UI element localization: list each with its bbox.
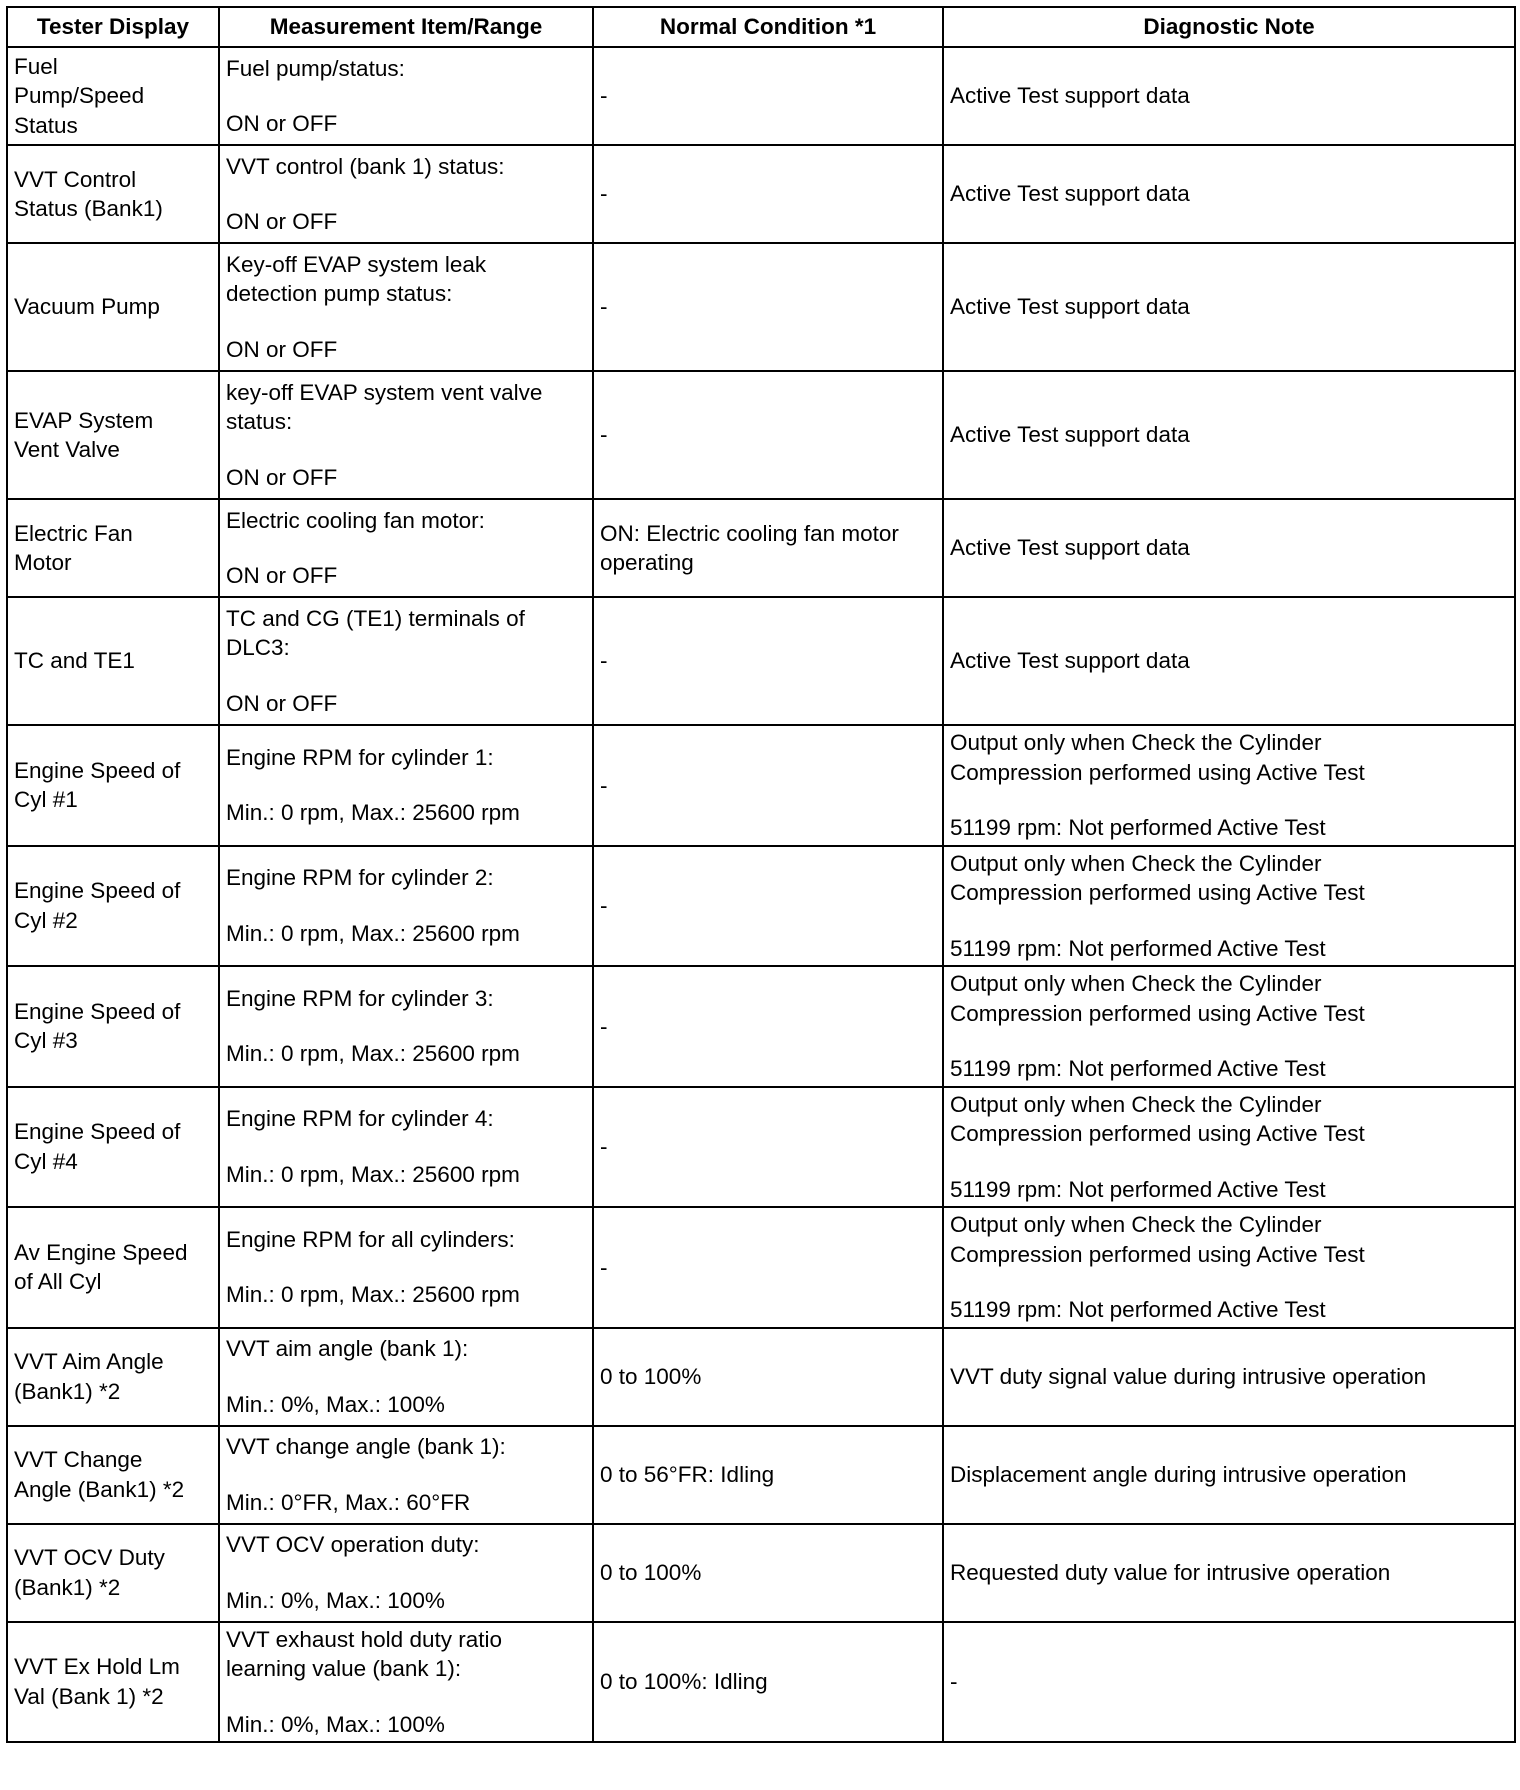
diagnostic-note-cell <box>943 846 1515 967</box>
measurement-item-cell <box>219 1328 593 1426</box>
table-row <box>7 1328 1515 1426</box>
measurement-item-text: Engine RPM for cylinder 2: <box>226 865 494 891</box>
table-row <box>7 47 1515 145</box>
measurement-range-text: Min.: 0%, Max.: 100% <box>226 1587 445 1613</box>
diagnostic-note-cell <box>943 1622 1515 1743</box>
cell-spacer <box>226 1684 586 1710</box>
measurement-range-text: ON or OFF <box>226 563 338 588</box>
table-row <box>7 1524 1515 1622</box>
measurement-item-cell <box>219 371 593 499</box>
normal-condition-cell <box>593 1622 943 1743</box>
measurement-item-text: Key-off EVAP system leak <box>226 251 487 277</box>
measurement-item-text: Engine RPM for cylinder 4: <box>226 1106 494 1132</box>
table-row <box>7 725 1515 846</box>
tester-display-cell <box>7 1328 219 1426</box>
normal-condition-text: - <box>600 294 608 320</box>
measurement-range-text: ON or OFF <box>226 464 338 490</box>
diagnostic-note-extra-text: 51199 rpm: Not performed Active Test <box>950 1297 1326 1322</box>
measurement-item-text: Engine RPM for all cylinders: <box>226 1226 515 1252</box>
normal-condition-text: ON: Electric cooling fan motor <box>600 520 899 546</box>
cell-spacer <box>226 309 586 335</box>
tester-display-text: Cyl #4 <box>14 1148 78 1174</box>
tester-display-cell <box>7 243 219 371</box>
diagnostic-note-text: Compression performed using Active Test <box>950 1241 1365 1267</box>
measurement-item-cell <box>219 47 593 145</box>
table-row <box>7 371 1515 499</box>
normal-condition-cell <box>593 145 943 243</box>
data-list-table <box>6 6 1516 1743</box>
diagnostic-note-cell <box>943 597 1515 725</box>
measurement-item-text: Electric cooling fan motor: <box>226 507 485 533</box>
tester-display-text: Vacuum Pump <box>14 294 160 320</box>
tester-display-cell <box>7 371 219 499</box>
measurement-item-text: VVT control (bank 1) status: <box>226 153 505 179</box>
normal-condition-text: - <box>600 1134 608 1159</box>
cell-spacer <box>226 893 586 919</box>
tester-display-cell <box>7 597 219 725</box>
cell-spacer <box>950 908 1508 934</box>
measurement-range-text: ON or OFF <box>226 690 338 716</box>
tester-display-text: VVT OCV Duty <box>14 1545 165 1570</box>
measurement-item-text: learning value (bank 1): <box>226 1656 462 1681</box>
measurement-item-text: Engine RPM for cylinder 1: <box>226 744 494 770</box>
normal-condition-cell <box>593 1207 943 1328</box>
diagnostic-note-cell <box>943 371 1515 499</box>
measurement-range-text: Min.: 0 rpm, Max.: 25600 rpm <box>226 920 520 946</box>
diagnostic-note-text: Active Test support data <box>950 83 1190 109</box>
diagnostic-note-text: Active Test support data <box>950 422 1190 448</box>
table-row <box>7 597 1515 725</box>
table-row <box>7 243 1515 371</box>
normal-condition-text: operating <box>600 550 694 575</box>
cell-spacer <box>226 1013 586 1039</box>
diagnostic-note-text: VVT duty signal value during intrusive operation <box>950 1363 1427 1389</box>
diagnostic-note-text: Output only when Check the Cylinder <box>950 730 1322 755</box>
tester-display-cell <box>7 1426 219 1524</box>
measurement-range-text: Min.: 0 rpm, Max.: 25600 rpm <box>226 1282 520 1308</box>
tester-display-text: Vent Valve <box>14 437 120 462</box>
diagnostic-note-text: Compression performed using Active Test <box>950 759 1365 785</box>
tester-display-text: Motor <box>14 550 72 575</box>
cell-spacer <box>226 663 586 689</box>
normal-condition-cell <box>593 966 943 1087</box>
measurement-range-text: Min.: 0 rpm, Max.: 25600 rpm <box>226 1161 520 1187</box>
table-body <box>7 47 1515 1742</box>
measurement-range-text: Min.: 0%, Max.: 100% <box>226 1711 445 1737</box>
tester-display-cell <box>7 499 219 597</box>
tester-display-cell <box>7 145 219 243</box>
cell-spacer <box>950 787 1508 813</box>
normal-condition-cell <box>593 1426 943 1524</box>
measurement-item-text: VVT OCV operation duty: <box>226 1532 480 1557</box>
measurement-range-text: ON or OFF <box>226 336 338 362</box>
measurement-item-cell <box>219 725 593 846</box>
diagnostic-note-extra-text: 51199 rpm: Not performed Active Test <box>950 935 1326 961</box>
tester-display-cell <box>7 725 219 846</box>
measurement-item-cell <box>219 1524 593 1622</box>
cell-spacer <box>226 83 586 109</box>
diagnostic-note-text: Active Test support data <box>950 535 1190 561</box>
diagnostic-note-text: Active Test support data <box>950 648 1190 674</box>
tester-display-text: (Bank1) *2 <box>14 1378 121 1404</box>
measurement-range-text: ON or OFF <box>226 111 338 136</box>
tester-display-cell <box>7 1087 219 1208</box>
cell-spacer <box>226 181 586 207</box>
diagnostic-note-cell <box>943 499 1515 597</box>
diagnostic-note-cell <box>943 1207 1515 1328</box>
normal-condition-cell <box>593 371 943 499</box>
measurement-range-text: Min.: 0 rpm, Max.: 25600 rpm <box>226 1041 520 1067</box>
measurement-item-text: status: <box>226 409 293 435</box>
diagnostic-note-cell <box>943 725 1515 846</box>
normal-condition-text: - <box>600 648 608 674</box>
normal-condition-cell <box>593 1524 943 1622</box>
header-row <box>7 7 1515 47</box>
diagnostic-note-text: Compression performed using Active Test <box>950 1121 1365 1146</box>
normal-condition-text: 0 to 100% <box>600 1363 702 1389</box>
diagnostic-note-text: Output only when Check the Cylinder <box>950 971 1322 996</box>
tester-display-text: Electric Fan <box>14 520 133 546</box>
tester-display-text: VVT Ex Hold Lm <box>14 1654 180 1680</box>
tester-display-text: Val (Bank 1) *2 <box>14 1683 164 1709</box>
table-row <box>7 966 1515 1087</box>
header-measurement-item: Measurement Item/Range <box>219 7 593 47</box>
measurement-item-text: DLC3: <box>226 635 290 661</box>
measurement-range-text: Min.: 0°FR, Max.: 60°FR <box>226 1489 471 1515</box>
table-row <box>7 145 1515 243</box>
normal-condition-cell <box>593 243 943 371</box>
tester-display-cell <box>7 1524 219 1622</box>
normal-condition-cell <box>593 1328 943 1426</box>
measurement-item-cell <box>219 966 593 1087</box>
table-row <box>7 846 1515 967</box>
tester-display-text: Engine Speed of <box>14 1119 181 1145</box>
tester-display-text: Engine Speed of <box>14 878 181 904</box>
normal-condition-cell <box>593 846 943 967</box>
cell-spacer <box>226 1462 586 1488</box>
normal-condition-text: - <box>600 1254 608 1280</box>
measurement-item-text: VVT change angle (bank 1): <box>226 1434 506 1459</box>
measurement-item-text: VVT aim angle (bank 1): <box>226 1336 469 1361</box>
diagnostic-note-text: Output only when Check the Cylinder <box>950 1212 1322 1237</box>
diagnostic-note-cell <box>943 966 1515 1087</box>
tester-display-text: Cyl #2 <box>14 907 78 933</box>
diagnostic-note-text: - <box>950 1669 958 1694</box>
tester-display-text: Angle (Bank1) *2 <box>14 1476 185 1502</box>
diagnostic-note-text: Active Test support data <box>950 181 1190 207</box>
cell-spacer <box>950 1269 1508 1295</box>
measurement-item-cell <box>219 499 593 597</box>
measurement-range-text: Min.: 0%, Max.: 100% <box>226 1391 445 1417</box>
tester-display-text: Engine Speed of <box>14 998 181 1024</box>
tester-display-cell <box>7 966 219 1087</box>
measurement-item-cell <box>219 243 593 371</box>
measurement-item-cell <box>219 1087 593 1208</box>
cell-spacer <box>226 535 586 561</box>
diagnostic-note-extra-text: 51199 rpm: Not performed Active Test <box>950 815 1326 840</box>
cell-spacer <box>226 1134 586 1160</box>
normal-condition-cell <box>593 725 943 846</box>
measurement-item-text: Engine RPM for cylinder 3: <box>226 985 494 1011</box>
measurement-item-cell <box>219 846 593 967</box>
tester-display-text: Cyl #3 <box>14 1028 78 1054</box>
cell-spacer <box>950 1028 1508 1054</box>
tester-display-cell <box>7 846 219 967</box>
diagnostic-note-text: Requested duty value for intrusive operation <box>950 1559 1391 1585</box>
tester-display-text: Status <box>14 112 78 138</box>
measurement-item-text: Fuel pump/status: <box>226 55 405 81</box>
cell-spacer <box>226 1364 586 1390</box>
measurement-item-cell <box>219 1207 593 1328</box>
normal-condition-text: - <box>600 422 608 448</box>
normal-condition-text: - <box>600 83 608 109</box>
measurement-item-cell <box>219 1622 593 1743</box>
tester-display-text: Fuel <box>14 53 58 79</box>
tester-display-text: Av Engine Speed <box>14 1239 188 1265</box>
diagnostic-note-cell <box>943 1524 1515 1622</box>
diagnostic-note-text: Output only when Check the Cylinder <box>950 850 1322 876</box>
tester-display-text: Pump/Speed <box>14 83 145 109</box>
cell-spacer <box>226 437 586 463</box>
normal-condition-text: 0 to 56°FR: Idling <box>600 1461 775 1487</box>
diagnostic-note-cell <box>943 243 1515 371</box>
tester-display-text: VVT Change <box>14 1447 143 1472</box>
measurement-item-text: TC and CG (TE1) terminals of <box>226 605 525 631</box>
diagnostic-note-cell <box>943 1087 1515 1208</box>
normal-condition-cell <box>593 47 943 145</box>
table-row <box>7 499 1515 597</box>
measurement-item-cell <box>219 597 593 725</box>
normal-condition-text: - <box>600 181 608 207</box>
diagnostic-note-cell <box>943 1426 1515 1524</box>
normal-condition-text: 0 to 100% <box>600 1559 702 1585</box>
cell-spacer <box>226 1254 586 1280</box>
measurement-range-text: ON or OFF <box>226 209 338 234</box>
measurement-range-text: Min.: 0 rpm, Max.: 25600 rpm <box>226 800 520 826</box>
normal-condition-cell <box>593 597 943 725</box>
tester-display-text: Engine Speed of <box>14 757 181 783</box>
diagnostic-note-cell <box>943 47 1515 145</box>
tester-display-text: VVT Control <box>14 166 137 192</box>
cell-spacer <box>226 1560 586 1586</box>
header-tester-display: Tester Display <box>7 7 219 47</box>
tester-display-text: Cyl #1 <box>14 787 78 813</box>
table-row <box>7 1622 1515 1743</box>
diagnostic-note-text: Output only when Check the Cylinder <box>950 1091 1322 1117</box>
tester-display-text: (Bank1) *2 <box>14 1574 121 1600</box>
normal-condition-cell <box>593 1087 943 1208</box>
tester-display-cell <box>7 47 219 145</box>
table-row <box>7 1207 1515 1328</box>
table-row <box>7 1087 1515 1208</box>
tester-display-text: TC and TE1 <box>14 648 135 674</box>
diagnostic-note-extra-text: 51199 rpm: Not performed Active Test <box>950 1056 1326 1081</box>
tester-display-text: VVT Aim Angle <box>14 1349 164 1374</box>
header-diagnostic-note: Diagnostic Note <box>943 7 1515 47</box>
measurement-item-text: VVT exhaust hold duty ratio <box>226 1626 502 1652</box>
diagnostic-note-text: Displacement angle during intrusive operation <box>950 1461 1407 1487</box>
normal-condition-text: - <box>600 893 608 918</box>
measurement-item-cell <box>219 1426 593 1524</box>
tester-display-cell <box>7 1622 219 1743</box>
normal-condition-cell <box>593 499 943 597</box>
normal-condition-text: 0 to 100%: Idling <box>600 1669 768 1694</box>
cell-spacer <box>226 772 586 798</box>
diagnostic-note-cell <box>943 145 1515 243</box>
header-normal-condition: Normal Condition *1 <box>593 7 943 47</box>
diagnostic-note-text: Active Test support data <box>950 294 1190 320</box>
diagnostic-note-text: Compression performed using Active Test <box>950 1000 1365 1026</box>
normal-condition-text: - <box>600 1013 608 1039</box>
diagnostic-note-cell <box>943 1328 1515 1426</box>
measurement-item-cell <box>219 145 593 243</box>
normal-condition-text: - <box>600 772 608 798</box>
tester-display-text: EVAP System <box>14 407 154 433</box>
tester-display-text: Status (Bank1) <box>14 196 163 221</box>
measurement-item-text: key-off EVAP system vent valve <box>226 379 543 405</box>
tester-display-text: of All Cyl <box>14 1269 102 1295</box>
table-row <box>7 1426 1515 1524</box>
tester-display-cell <box>7 1207 219 1328</box>
measurement-item-text: detection pump status: <box>226 281 453 307</box>
cell-spacer <box>950 1149 1508 1175</box>
diagnostic-note-text: Compression performed using Active Test <box>950 880 1365 905</box>
diagnostic-note-extra-text: 51199 rpm: Not performed Active Test <box>950 1176 1326 1202</box>
